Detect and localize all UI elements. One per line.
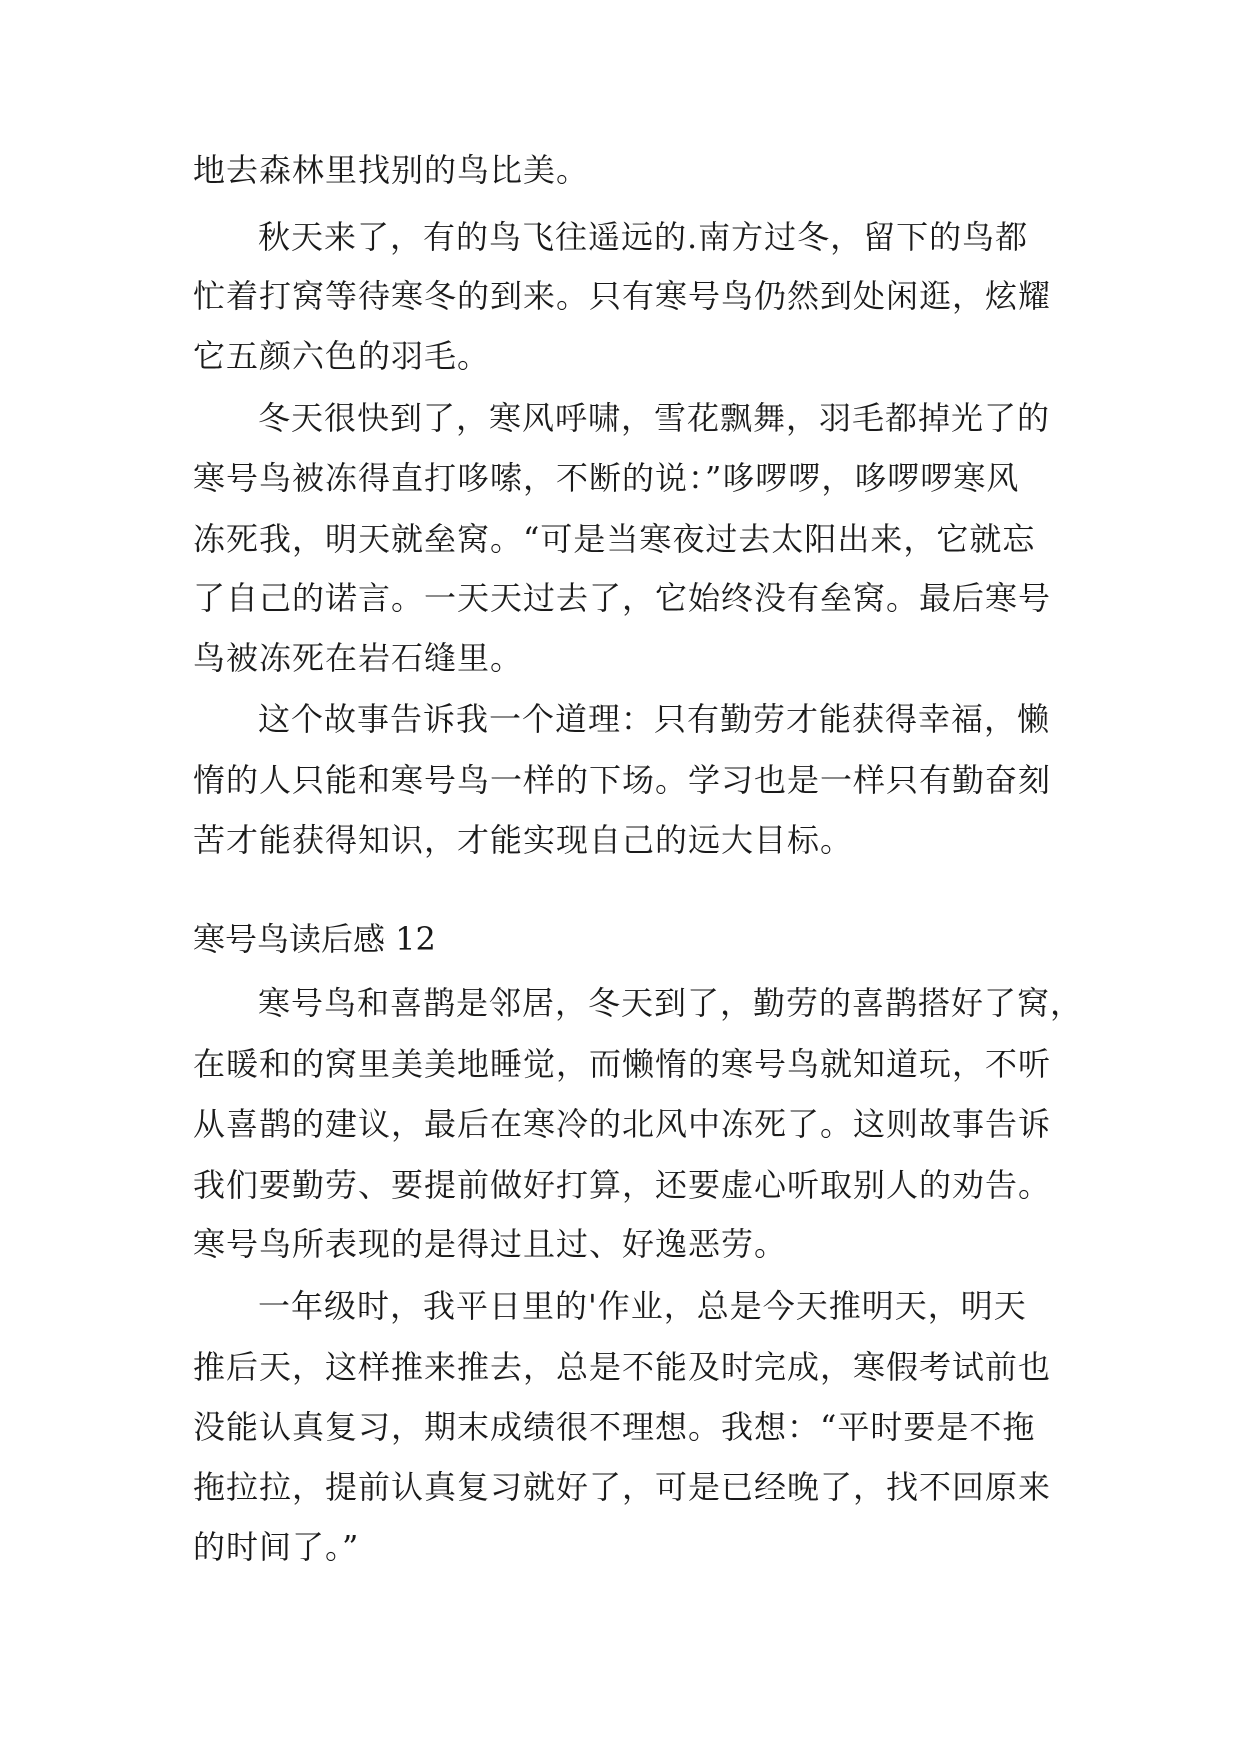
paragraph-start-line: 秋天来了，有的鸟飞往遥远的.南方过冬，留下的鸟都 — [258, 218, 1029, 256]
paragraph-start-line: 寒号鸟和喜鹊是邻居，冬天到了，勤劳的喜鹊搭好了窝， — [258, 984, 1084, 1022]
text-line: 我们要勤劳、要提前做好打算，还要虚心听取别人的劝告。 — [193, 1166, 1052, 1204]
paragraph-start-line: 一年级时，我平日里的'作业，总是今天推明天，明天 — [258, 1287, 1027, 1325]
text-line: 推后天，这样推来推去，总是不能及时完成，寒假考试前也 — [193, 1348, 1052, 1386]
text-line: 寒号鸟所表现的是得过且过、好逸恶劳。 — [193, 1225, 788, 1263]
text-line: 的时间了。” — [193, 1528, 360, 1566]
text-line: 忙着打窝等待寒冬的到来。只有寒号鸟仍然到处闲逛，炫耀 — [193, 277, 1052, 315]
text-line: 地去森林里找别的鸟比美。 — [193, 151, 590, 189]
text-line: 寒号鸟被冻得直打哆嗦，不断的说：”哆啰啰，哆啰啰寒风 — [193, 459, 1020, 497]
text-line: 拖拉拉，提前认真复习就好了，可是已经晚了，找不回原来 — [193, 1468, 1052, 1506]
paragraph-start-line: 冬天很快到了，寒风呼啸，雪花飘舞，羽毛都掉光了的 — [258, 399, 1051, 437]
text-line: 惰的人只能和寒号鸟一样的下场。学习也是一样只有勤奋刻 — [193, 761, 1052, 799]
text-line: 鸟被冻死在岩石缝里。 — [193, 639, 524, 677]
text-line: 它五颜六色的羽毛。 — [193, 337, 491, 375]
text-line: 冻死我，明天就垒窝。“可是当寒夜过去太阳出来，它就忘 — [193, 520, 1036, 558]
text-line: 没能认真复习，期末成绩很不理想。我想：“平时要是不拖 — [193, 1408, 1036, 1446]
text-line: 了自己的诺言。一天天过去了，它始终没有垒窝。最后寒号 — [193, 579, 1052, 617]
text-line: 在暖和的窝里美美地睡觉，而懒惰的寒号鸟就知道玩，不听 — [193, 1045, 1052, 1083]
section-heading: 寒号鸟读后感 12 — [193, 920, 436, 958]
text-line: 从喜鹊的建议，最后在寒冷的北风中冻死了。这则故事告诉 — [193, 1105, 1052, 1143]
text-line: 苦才能获得知识，才能实现自己的远大目标。 — [193, 821, 854, 859]
paragraph-start-line: 这个故事告诉我一个道理：只有勤劳才能获得幸福，懒 — [258, 700, 1051, 738]
